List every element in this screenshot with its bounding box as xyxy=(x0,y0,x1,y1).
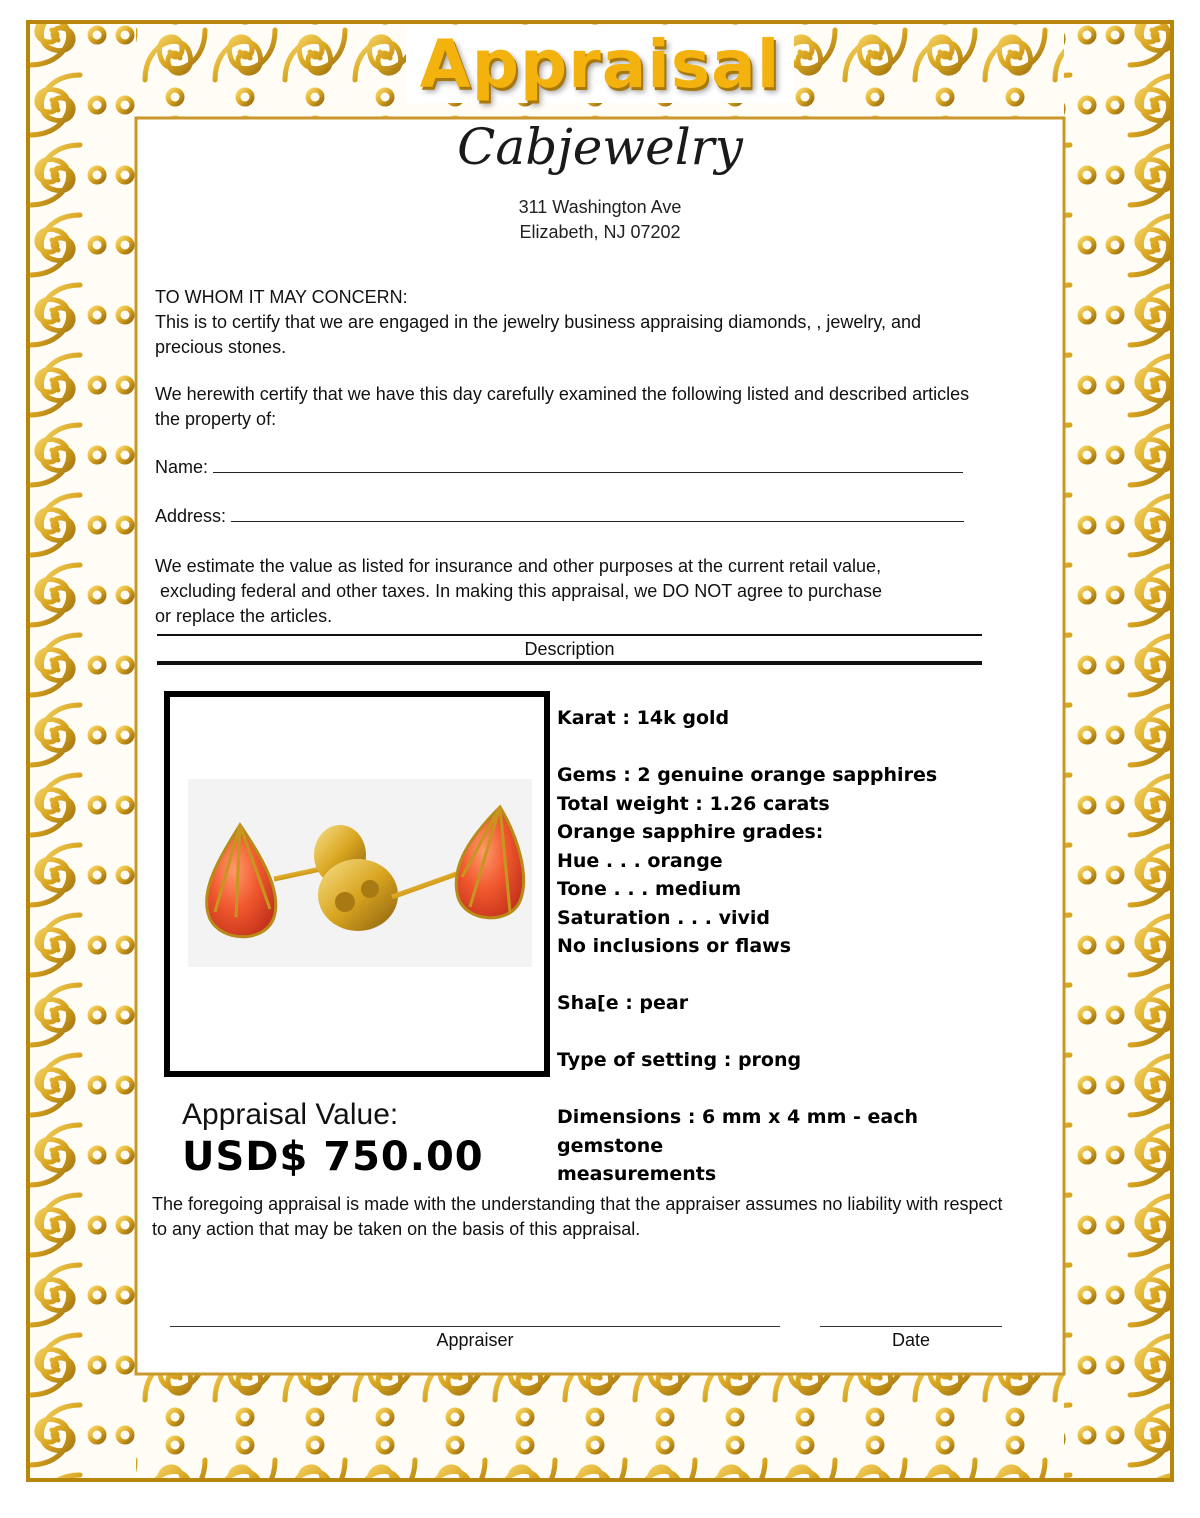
description-heading: Description xyxy=(524,639,615,659)
spec-dimensions-line-2: measurements xyxy=(557,1163,717,1185)
spec-total-weight: Total weight : 1.26 carats xyxy=(557,792,830,815)
herewith-paragraph: We herewith certify that we have this day carefully examined the following listed and described articles the property of: xyxy=(155,384,970,429)
appraisal-value-amount: USD$ 750.00 xyxy=(182,1134,484,1180)
estimate-line-3: or replace the articles. xyxy=(155,606,333,626)
spec-dimensions-line-1: Dimensions : 6 mm x 4 mm - each gemstone xyxy=(557,1106,918,1157)
appraisal-title-text: Appraisal xyxy=(406,26,795,103)
spec-gems: Gems : 2 genuine orange sapphires xyxy=(557,764,938,786)
appraisal-title xyxy=(0,26,1200,103)
estimate-paragraph xyxy=(155,554,985,629)
spec-tone: Tone . . . medium xyxy=(557,878,742,900)
spec-saturation: Saturation . . . vivid xyxy=(557,906,770,929)
address-label: Address: xyxy=(155,506,227,526)
spec-shape: Sha[e : pear xyxy=(557,992,689,1014)
name-label: Name: xyxy=(155,457,209,477)
appraiser-signature-line[interactable] xyxy=(170,1326,780,1327)
product-photo xyxy=(164,691,550,1077)
name-blank-line[interactable] xyxy=(213,458,963,473)
date-label: Date xyxy=(891,1330,931,1350)
address-blank-line[interactable] xyxy=(231,507,964,522)
appraiser-label: Appraiser xyxy=(436,1330,514,1350)
estimate-line-2: excluding federal and other taxes. In making this appraisal, we DO NOT agree to purchase xyxy=(155,581,883,601)
brand-name: Cabjewelry xyxy=(457,118,743,176)
spec-setting: Type of setting : prong xyxy=(557,1049,802,1071)
salutation: TO WHOM IT MAY CONCERN: xyxy=(155,287,408,307)
description-header xyxy=(157,634,982,665)
address-field xyxy=(155,504,985,529)
spec-inclusions: No inclusions or flaws xyxy=(557,935,792,957)
name-field xyxy=(155,455,985,480)
estimate-line-1: We estimate the value as listed for insurance and other purposes at the current retail value, xyxy=(155,556,882,576)
appraisal-value-label: Appraisal Value: xyxy=(182,1098,399,1131)
gem-specifications xyxy=(557,704,1027,1189)
address-line-2: Elizabeth, NJ 07202 xyxy=(519,222,681,242)
description-rule-bottom xyxy=(157,661,982,665)
spec-grades-heading: Orange sapphire grades: xyxy=(557,821,824,843)
spec-karat: Karat : 14k gold xyxy=(557,707,730,729)
spec-hue: Hue . . . orange xyxy=(557,849,723,872)
disclaimer-paragraph: The foregoing appraisal is made with the understanding that the appraiser assumes no liability with respect to any action that may be taken on the basis of this appraisal. xyxy=(152,1194,1003,1239)
certify-paragraph: This is to certify that we are engaged in the jewelry business appraising diamonds, , jewelry, and precious stones. xyxy=(155,312,922,357)
date-signature-line[interactable] xyxy=(820,1326,1002,1327)
orange-sapphire-earrings-icon xyxy=(170,697,544,1071)
address-line-1: 311 Washington Ave xyxy=(518,197,682,217)
